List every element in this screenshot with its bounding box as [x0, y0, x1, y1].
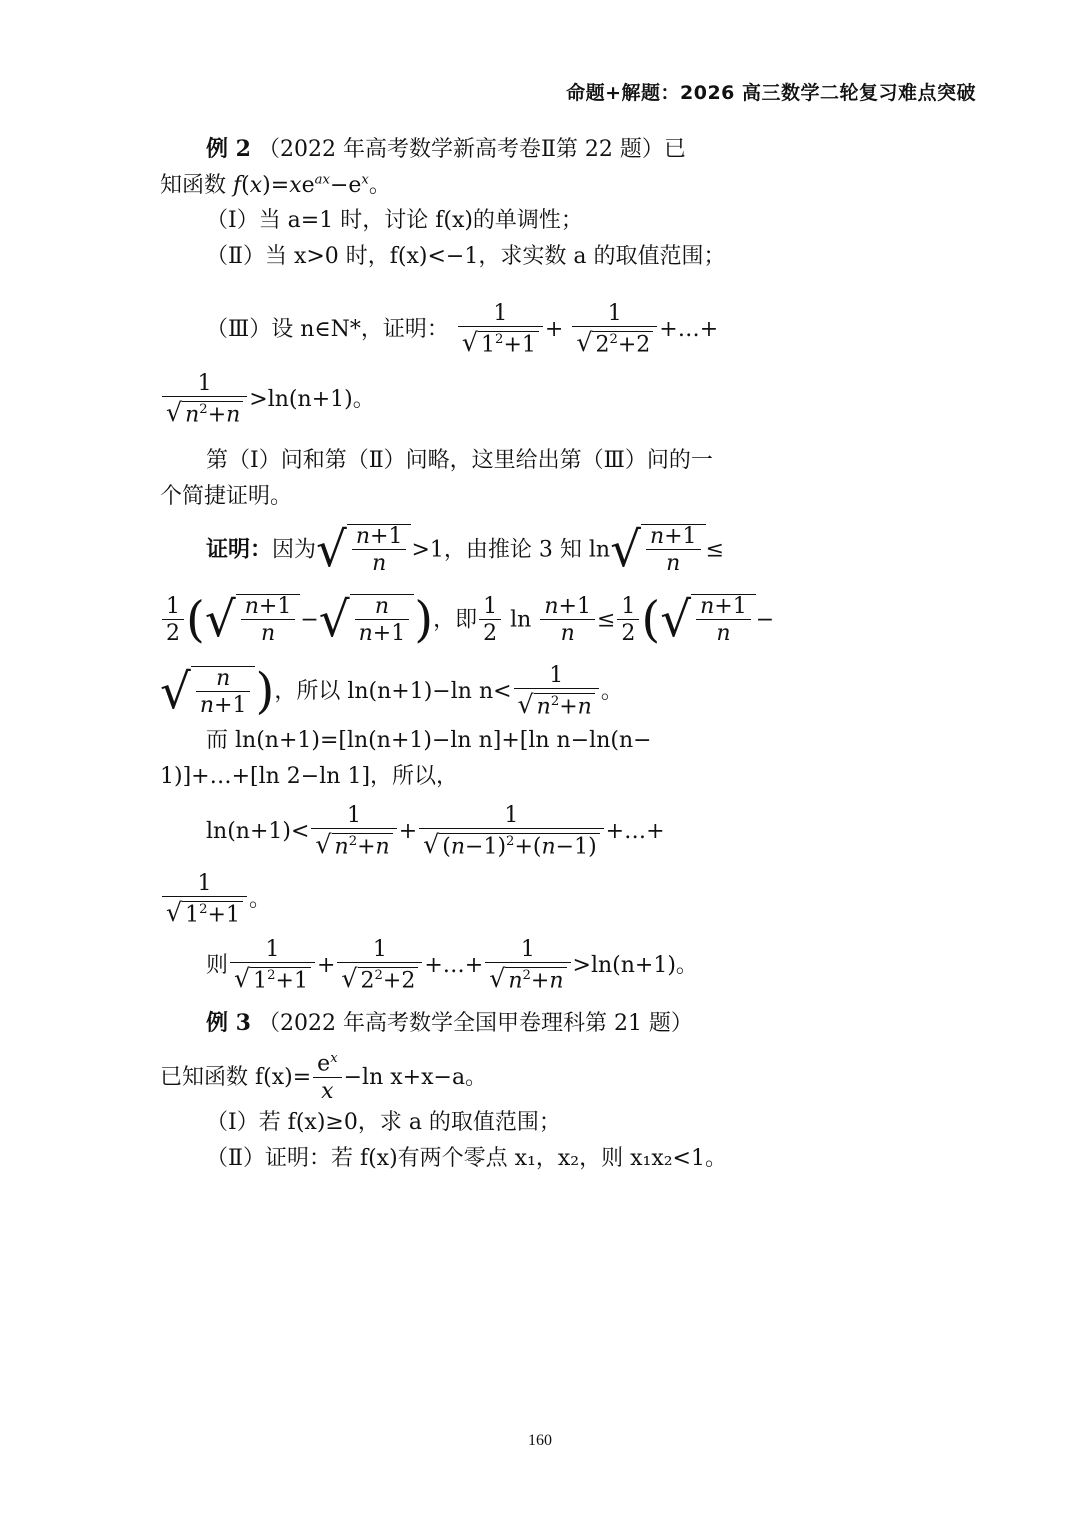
- fraction-term-n: $\frac{1}{√ n^2+n}$: [162, 372, 247, 427]
- inequality-prefix: ln(n+1)<: [206, 818, 310, 844]
- proof-text-because: 因为: [272, 537, 317, 563]
- example2-function-line: 知函数 $f(x)=xe^{ax}-e^x$。: [160, 173, 391, 199]
- page-number: 160: [528, 1432, 552, 1449]
- example2-label: 例 2: [206, 136, 251, 162]
- sum-line-2: 1)]+…+[ln 2−ln 1]，所以，: [160, 764, 459, 789]
- solution-intro-1: 第（Ⅰ）问和第（Ⅱ）问略，这里给出第（Ⅲ）问的一: [206, 448, 713, 473]
- proof-line-3: √ $\frac{n}{n+1}$ )，所以 ln(n+1)−ln n< $\frac{1}{√ n^2+n}$ 。: [160, 663, 623, 720]
- example3-label: 例 3: [206, 1010, 251, 1036]
- proof-text-ie: ，即: [433, 607, 478, 633]
- example2-heading: [206, 138, 686, 161]
- example3-function-suffix: −ln x+x−a。: [343, 1064, 488, 1090]
- conclusion-tail: >ln(n+1)。: [572, 952, 698, 978]
- sqrt-expression: √ $\frac{n+1}{n}$: [316, 524, 411, 576]
- example2-q3-tail: >ln(n+1)。: [249, 386, 375, 412]
- example3-q1: （Ⅰ）若 f(x)≥0，求 a 的取值范围；: [206, 1110, 561, 1135]
- example2-q2: （Ⅱ）当 x>0 时，f(x)<−1，求实数 a 的取值范围；: [206, 244, 726, 269]
- example3-q2: （Ⅱ）证明：若 f(x)有两个零点 x₁，x₂，则 x₁x₂<1。: [206, 1146, 727, 1171]
- proof-text-therefore: ，所以 ln(n+1)−ln n<: [274, 678, 512, 704]
- page-header-title: 命题+解题：2026 高三数学二轮复习难点突破: [566, 82, 976, 104]
- proof-label: 证明：: [206, 536, 273, 563]
- fraction-term-1: $\frac{1}{√ 1^2+1}$: [458, 302, 543, 357]
- inequality-line-cont: $\frac{1}{√ 1^2+1}$ 。: [160, 872, 271, 927]
- example3-function-prefix: 已知函数 f(x)=: [160, 1064, 312, 1090]
- example2-q3-prefix: （Ⅲ）设 n∈N*，证明：: [206, 316, 449, 342]
- example3-source: （2022 年高考数学全国甲卷理科第 21 题）: [257, 1011, 693, 1036]
- example2-q3-cont: [160, 372, 375, 427]
- example2-source: （2022 年高考数学新高考卷Ⅱ第 22 题）已: [257, 137, 686, 162]
- fraction-term-2: $\frac{1}{√ 2^2+2}$: [572, 302, 657, 357]
- conclusion-prefix: 则: [206, 952, 229, 978]
- example3-function-line: 已知函数 f(x)= $\frac{e^x}{x}$ −ln x+x−a。: [160, 1051, 488, 1104]
- proof-line-2: $\frac{1}{2}$ (√ $\frac{n+1}{n}$ −√ $\frac{n}{n+1}$ )，即 $\frac{1}{2}$ ln $\frac{n+1}{n}$ ≤ $\frac{1}{2}$ (√ $\frac{n+1}{n}$ −: [160, 594, 774, 646]
- proof-line-1: 证明：因为√ $\frac{n+1}{n}$ >1，由推论 3 知 ln√ $\frac{n+1}{n}$ ≤: [206, 522, 724, 579]
- example3-heading: [206, 1012, 693, 1035]
- example2-q1: （Ⅰ）当 a=1 时，讨论 f(x)的单调性；: [206, 208, 583, 233]
- proof-text-corollary: >1，由推论 3 知 ln: [411, 537, 611, 563]
- solution-intro-2: 个简捷证明。: [160, 484, 293, 509]
- example2-q3: （Ⅲ）设 n∈N*，证明： $\frac{1}{√ 1^2+1}$ + $\frac{1}{√ 2^2+2}$ +…+: [206, 301, 719, 358]
- inequality-line: ln(n+1)< $\frac{1}{√ n^2+n}$ + $\frac{1}{√ (n-1)^2+(n-1)}$ +…+: [206, 803, 665, 860]
- sum-line-1: 而 ln(n+1)=[ln(n+1)−ln n]+[ln n−ln(n−: [206, 728, 652, 753]
- conclusion-line: 则 $\frac{1}{√ 1^2+1}$ + $\frac{1}{√ 2^2+2}$ +…+ $\frac{1}{√ n^2+n}$ >ln(n+1)。: [206, 937, 698, 994]
